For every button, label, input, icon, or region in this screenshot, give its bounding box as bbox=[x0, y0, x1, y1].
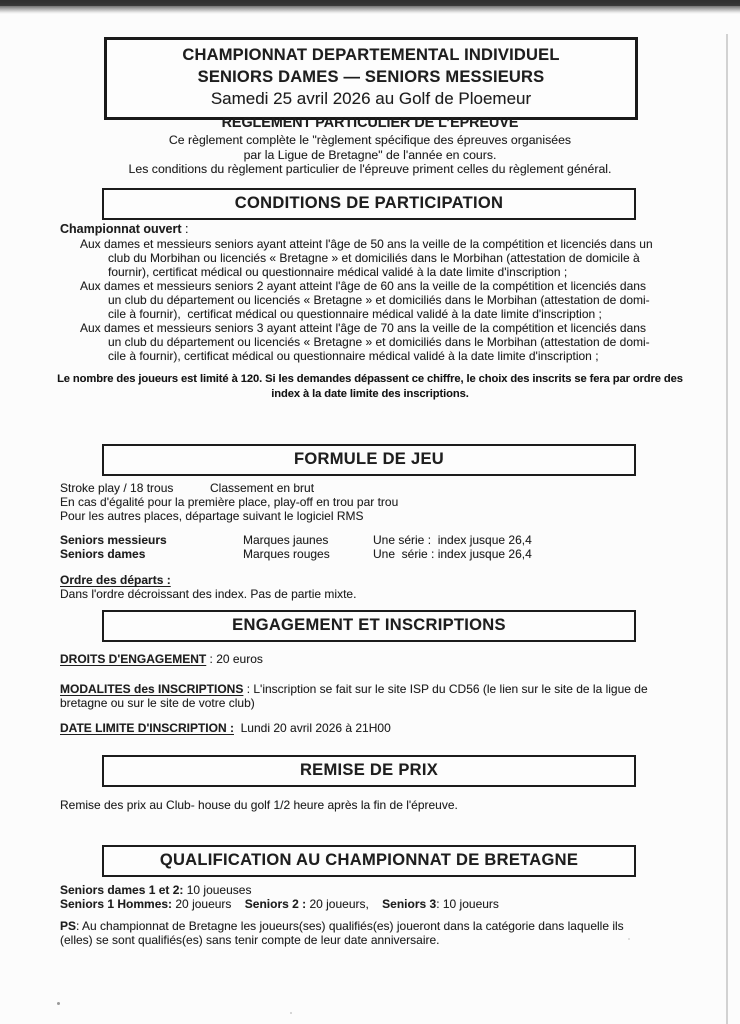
scan-speck bbox=[290, 1012, 292, 1014]
bullet-line: club du Morbihan ou licenciés « Bretagne » et domiciliés dans le Morbihan (attestation de domicile à bbox=[108, 251, 640, 265]
conditions-bullet-seniors1 bbox=[60, 237, 720, 279]
bullet-line: fournir), certificat médical ou questionnaire médical validé à la date limite d'inscription ; bbox=[108, 265, 568, 279]
qualification-hommes-line bbox=[60, 897, 720, 911]
bullet-line: cile à fournir), certificat médical ou questionnaire médical validé à la date limite d'inscription ; bbox=[108, 307, 602, 321]
droits-label: DROITS D'ENGAGEMENT bbox=[60, 652, 207, 666]
formule-body bbox=[60, 481, 720, 601]
section-heading-remise: REMISE DE PRIX bbox=[102, 755, 636, 787]
series-row bbox=[60, 547, 720, 561]
departs-text: Dans l'ordre décroissant des index. Pas de partie mixte. bbox=[60, 587, 357, 601]
conditions-body bbox=[60, 222, 720, 363]
reglement-line: par la Ligue de Bretagne" de l'année en cours. bbox=[243, 147, 497, 162]
droits-value: : 20 euros bbox=[206, 652, 263, 666]
qualification-s1-value: 20 joueurs bbox=[172, 897, 245, 911]
series-index: Une série : index jusque 26,4 bbox=[373, 533, 532, 547]
conditions-bullet-seniors2 bbox=[60, 279, 720, 321]
title-line-1: CHAMPIONNAT DEPARTEMENTAL INDIVIDUEL bbox=[182, 46, 560, 64]
note-line: index à la date limite des inscriptions. bbox=[271, 388, 469, 400]
section-heading-formule: FORMULE DE JEU bbox=[102, 444, 636, 476]
section-heading-conditions: CONDITIONS DE PARTICIPATION bbox=[102, 188, 636, 220]
modalites-line bbox=[60, 682, 720, 696]
qualification-s3-label: Seniors 3 bbox=[382, 897, 437, 911]
qualification-dames-value: 10 joueuses bbox=[183, 883, 252, 897]
departs-label: Ordre des départs : bbox=[60, 573, 171, 587]
qualification-s2-value: 20 joueurs, bbox=[306, 897, 383, 911]
series-marks: Marques rouges bbox=[243, 547, 330, 561]
date-limite-label: DATE LIMITE D'INSCRIPTION : bbox=[60, 721, 234, 735]
series-marks: Marques jaunes bbox=[243, 533, 329, 547]
departs-label-line bbox=[60, 573, 720, 587]
title-line-2: SENIORS DAMES — SENIORS MESSIEURS bbox=[197, 67, 545, 86]
modalites-label: MODALITES des INSCRIPTIONS bbox=[60, 682, 244, 696]
modalites-value: : L'inscription se fait sur le site ISP du CD56 (le lien sur le site de la ligue de bbox=[243, 682, 648, 696]
series-index: Une série : index jusque 26,4 bbox=[373, 547, 532, 561]
scan-speck bbox=[57, 1002, 60, 1005]
conditions-bullet-seniors3 bbox=[60, 321, 720, 363]
engagement-body bbox=[60, 652, 720, 735]
bullet-line: Aux dames et messieurs seniors 3 ayant atteint l'âge de 70 ans la veille de la compétition et licenciés dans bbox=[80, 321, 646, 335]
note-line: Le nombre des joueurs est limité à 120. Si les demandes dépassent ce chiffre, le choix des inscrits se fera par ordre des bbox=[57, 373, 683, 385]
series-category: Seniors dames bbox=[60, 547, 146, 561]
modalites-line2: bretagne ou sur le site de votre club) bbox=[60, 696, 255, 710]
qualification-body bbox=[60, 883, 720, 947]
series-category: Seniors messieurs bbox=[60, 533, 167, 547]
players-limit-note bbox=[0, 372, 740, 402]
scan-edge-right bbox=[726, 34, 728, 1024]
qualification-s1-label: Seniors 1 Hommes: bbox=[60, 897, 173, 911]
bullet-line: un club du département ou licenciés « Bretagne » et domiciliés dans le Morbihan (attestation de domi- bbox=[108, 293, 650, 307]
formule-format: Stroke play / 18 trous bbox=[60, 481, 174, 495]
scan-edge-top-dark bbox=[0, 0, 740, 6]
qualification-dames-line bbox=[60, 883, 720, 897]
reglement-line: Ce règlement complète le "règlement spécifique des épreuves organisées bbox=[168, 133, 572, 147]
ps-line1 bbox=[60, 919, 720, 933]
reglement-intro bbox=[0, 115, 740, 177]
droits-engagement-line bbox=[60, 652, 720, 666]
qualification-s2-label: Seniors 2 : bbox=[244, 897, 307, 911]
series-row bbox=[60, 533, 720, 547]
bullet-line: un club du département ou licenciés « Bretagne » et domiciliés dans le Morbihan (attestation de domi- bbox=[108, 335, 650, 349]
conditions-intro: Championnat ouvert : bbox=[60, 222, 189, 236]
date-limite-line bbox=[60, 721, 720, 735]
ps-line2: (elles) se sont qualifiés(es) sans tenir compte de leur date anniversaire. bbox=[60, 933, 440, 947]
reglement-line: Les conditions du règlement particulier de l'épreuve priment celles du règlement général. bbox=[128, 162, 612, 176]
ps-label: PS bbox=[60, 919, 77, 933]
reglement-heading: REGLEMENT PARTICULIER DE L’EPREUVE bbox=[221, 115, 519, 131]
formule-row1 bbox=[60, 481, 720, 495]
title-line-3-date-location: Samedi 25 avril 2026 au Golf de Ploemeur bbox=[210, 89, 532, 108]
formule-tiebreak-first: En cas d'égalité pour la première place, play-off en trou par trou bbox=[60, 495, 399, 509]
formule-tiebreak-others: Pour les autres places, départage suivant le logiciel RMS bbox=[60, 509, 364, 523]
qualification-dames-label: Seniors dames 1 et 2: bbox=[60, 883, 184, 897]
bullet-line: cile à fournir), certificat médical ou questionnaire médical validé à la date limite d'inscription ; bbox=[108, 349, 599, 363]
bullet-line: Aux dames et messieurs seniors 2 ayant atteint l'âge de 60 ans la veille de la compétition et licenciés dans bbox=[80, 279, 646, 293]
qualification-s3-value: : 10 joueurs bbox=[436, 897, 499, 911]
section-heading-engagement: ENGAGEMENT ET INSCRIPTIONS bbox=[102, 610, 636, 642]
formule-classement: Classement en brut bbox=[210, 481, 315, 495]
remise-text: Remise des prix au Club- house du golf 1/2 heure après la fin de l'épreuve. bbox=[60, 798, 458, 812]
ps-text1: : Au championnat de Bretagne les joueurs(ses) qualifiés(es) joueront dans la catégorie dans laquelle ils bbox=[76, 919, 624, 933]
remise-body bbox=[60, 798, 720, 812]
section-heading-qualification: QUALIFICATION AU CHAMPIONNAT DE BRETAGNE bbox=[102, 845, 636, 877]
conditions-intro-label: Championnat ouvert bbox=[60, 222, 182, 236]
title-box bbox=[104, 37, 638, 120]
bullet-line: Aux dames et messieurs seniors ayant atteint l'âge de 50 ans la veille de la compétition et licenciés dans un bbox=[80, 237, 653, 251]
date-limite-value: Lundi 20 avril 2026 à 21H00 bbox=[233, 721, 391, 735]
